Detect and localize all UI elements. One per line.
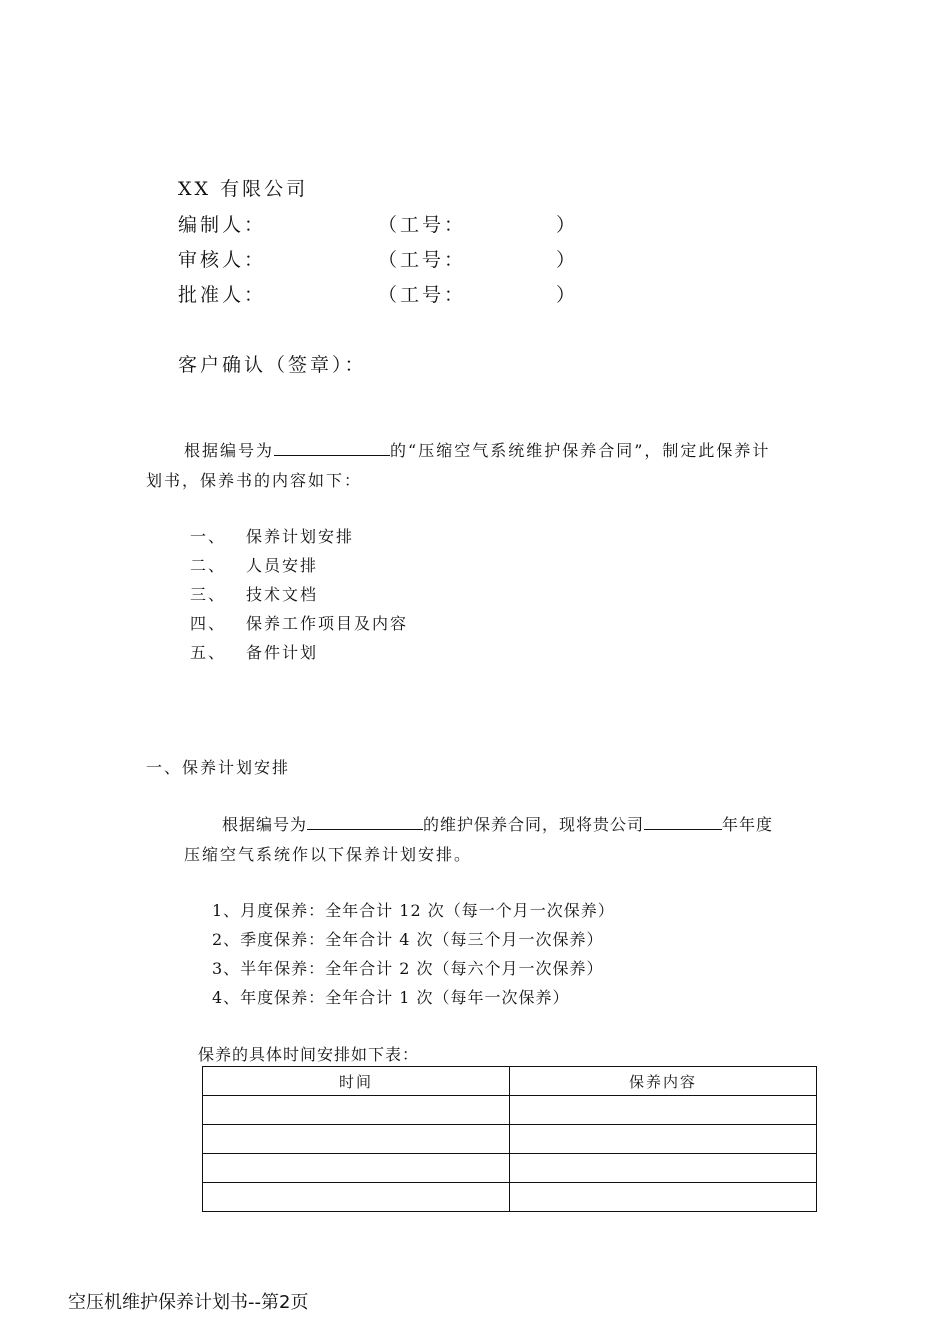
plan-item-quarterly: 2、季度保养：全年合计 4 次（每三个月一次保养） xyxy=(212,930,604,949)
compiler-id-label: （工号： xyxy=(378,214,467,236)
toc-item: 二、 人员安排 xyxy=(190,556,319,575)
table-cell[interactable] xyxy=(203,1183,510,1212)
customer-confirm-label: 客户确认（签章）： xyxy=(178,354,367,376)
toc-item: 五、 备件计划 xyxy=(190,643,319,662)
table-cell[interactable] xyxy=(510,1125,817,1154)
col-header-content: 保养内容 xyxy=(510,1067,817,1096)
section-1-heading: 一、保养计划安排 xyxy=(146,758,291,777)
section-1-para-line-2: 压缩空气系统作以下保养计划安排。 xyxy=(184,845,473,864)
table-row xyxy=(203,1154,817,1183)
intro-line-2: 划书，保养书的内容如下： xyxy=(146,471,363,490)
table-row xyxy=(203,1096,817,1125)
compiler-id-close: ） xyxy=(556,214,579,236)
table-row xyxy=(203,1183,817,1212)
toc-item: 三、 技术文档 xyxy=(190,585,319,604)
para-prefix: 根据编号为 xyxy=(222,815,308,834)
approver-id-close: ） xyxy=(556,284,579,306)
contract-number-blank-2 xyxy=(307,815,423,830)
approver-id-label: （工号： xyxy=(378,284,467,306)
table-cell[interactable] xyxy=(510,1096,817,1125)
table-cell[interactable] xyxy=(510,1154,817,1183)
col-header-time: 时间 xyxy=(203,1067,510,1096)
table-row xyxy=(203,1125,817,1154)
para-mid: 的维护保养合同，现将贵公司 xyxy=(423,815,645,834)
plan-item-annual: 4、年度保养：全年合计 1 次（每年一次保养） xyxy=(212,988,570,1007)
plan-item-monthly: 1、月度保养：全年合计 12 次（每一个月一次保养） xyxy=(212,901,615,920)
compiler-label: 编制人： xyxy=(178,214,267,236)
schedule-table xyxy=(202,1066,817,1212)
table-cell[interactable] xyxy=(203,1154,510,1183)
page-footer: 空压机维护保养计划书--第2页 xyxy=(68,1292,309,1313)
plan-item-semiannual: 3、半年保养：全年合计 2 次（每六个月一次保养） xyxy=(212,959,604,978)
toc-item: 四、 保养工作项目及内容 xyxy=(190,614,409,633)
reviewer-id-label: （工号： xyxy=(378,249,467,271)
table-caption: 保养的具体时间安排如下表： xyxy=(198,1045,420,1064)
table-cell[interactable] xyxy=(203,1125,510,1154)
para-suffix: 年年度 xyxy=(722,815,774,834)
table-cell[interactable] xyxy=(203,1096,510,1125)
table-cell[interactable] xyxy=(510,1183,817,1212)
company-name: XX 有限公司 xyxy=(178,178,309,200)
intro-prefix: 根据编号为 xyxy=(184,441,275,460)
toc-item: 一、 保养计划安排 xyxy=(190,527,355,546)
contract-number-blank xyxy=(274,441,390,456)
section-1-para-line-1 xyxy=(222,812,773,835)
year-blank xyxy=(644,815,722,830)
intro-suffix: 的“压缩空气系统维护保养合同”，制定此保养计 xyxy=(390,441,771,460)
intro-line-1 xyxy=(184,438,770,461)
table-header-row xyxy=(203,1067,817,1096)
reviewer-label: 审核人： xyxy=(178,249,267,271)
approver-label: 批准人： xyxy=(178,284,267,306)
reviewer-id-close: ） xyxy=(556,249,579,271)
